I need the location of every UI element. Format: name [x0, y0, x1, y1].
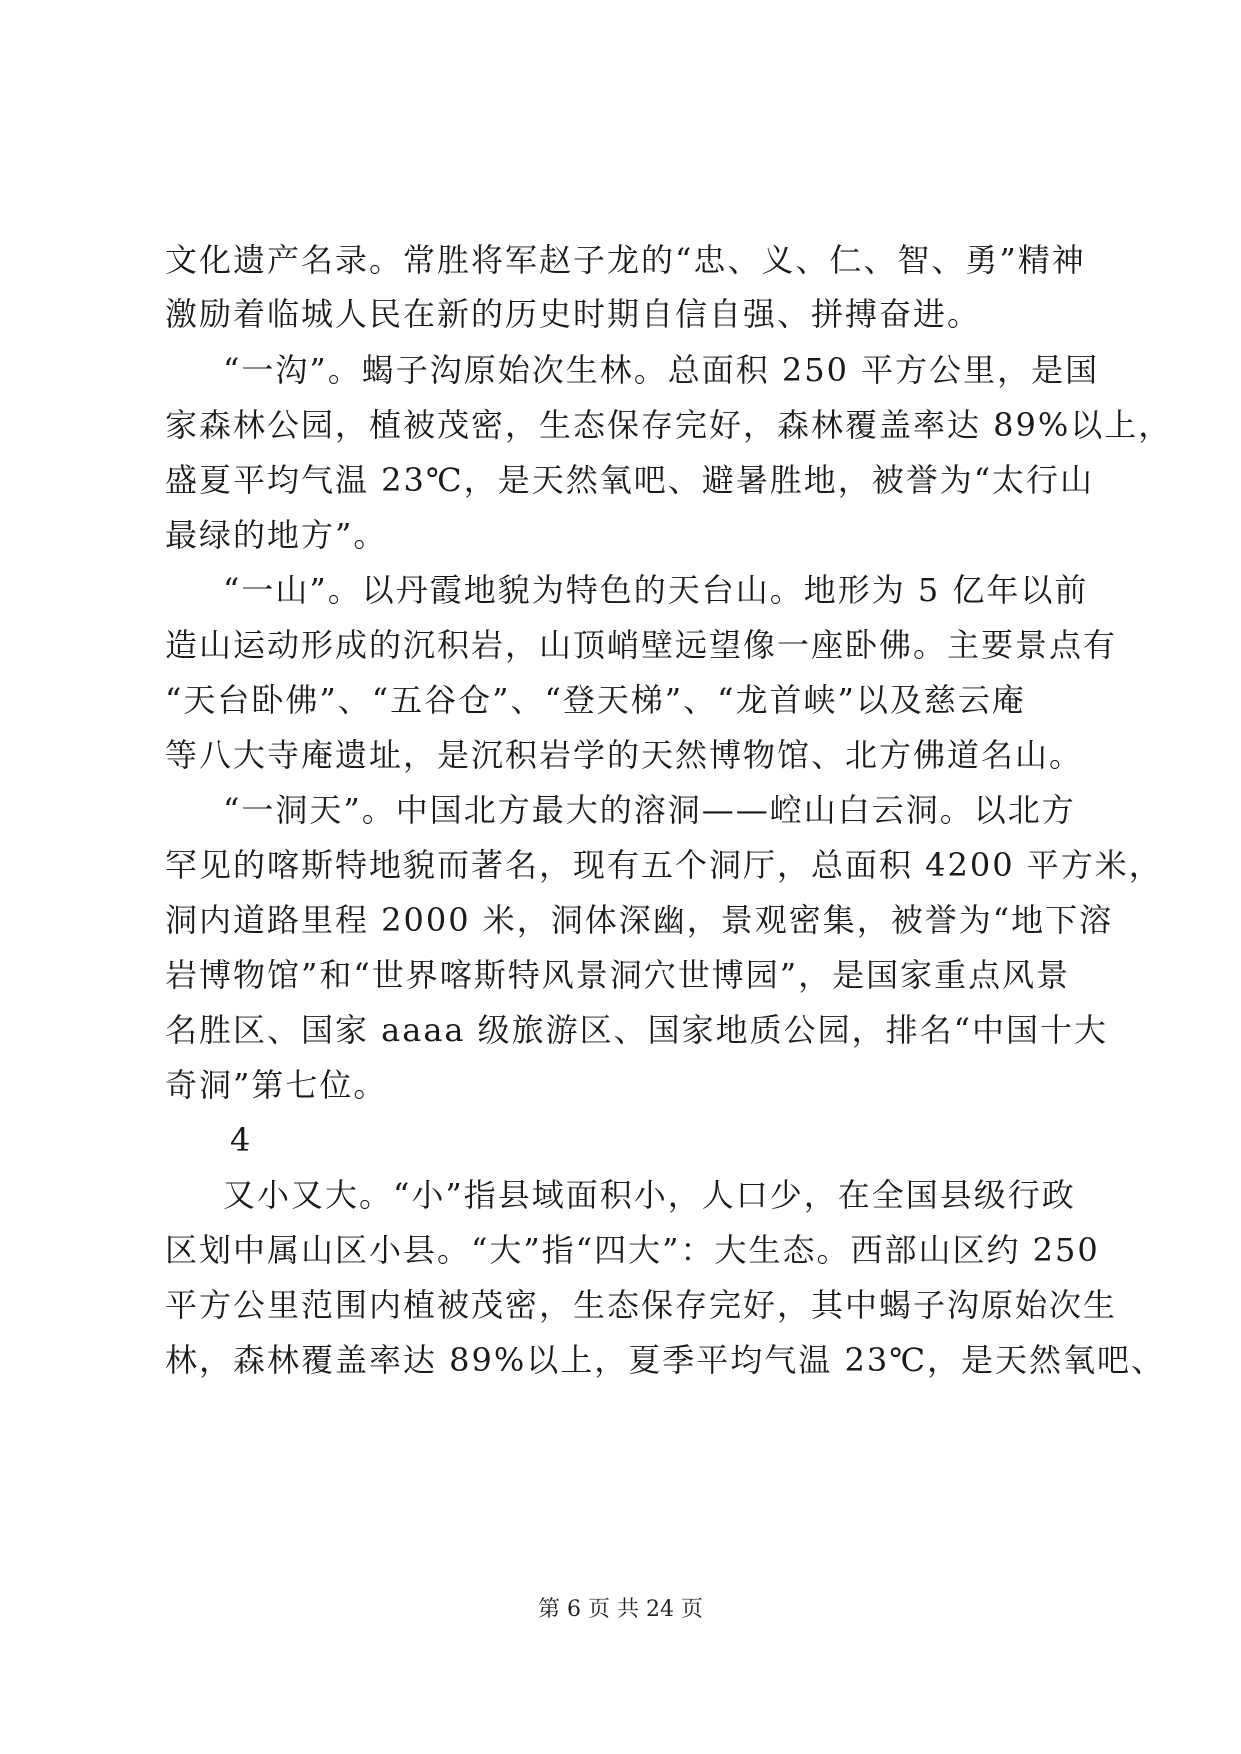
text-line: 等八大寺庵遗址，是沉积岩学的天然博物馆、北方佛道名山。 [165, 736, 1084, 774]
paragraph-start-line: “一沟”。蝎子沟原始次生林。总面积 250 平方公里，是国 [223, 351, 1100, 389]
text-line: 激励着临城人民在新的历史时期自信自强、拼搏奋进。 [165, 295, 982, 333]
page-footer [0, 1595, 1241, 1625]
text-line: 家森林公园，植被茂密，生态保存完好，森林覆盖率达 89%以上， [165, 406, 1173, 444]
text-line: 平方公里范围内植被茂密，生态保存完好，其中蝎子沟原始次生 [165, 1286, 1118, 1324]
text-line: 区划中属山区小县。“大”指“四大”：大生态。西部山区约 250 [165, 1231, 1100, 1269]
text-line: 岩博物馆”和“世界喀斯特风景洞穴世博园”，是国家重点风景 [165, 956, 1071, 994]
text-line: 林，森林覆盖率达 89%以上，夏季平均气温 23℃，是天然氧吧、 [165, 1341, 1165, 1379]
text-line: 罕见的喀斯特地貌而著名，现有五个洞厅，总面积 4200 平方米， [165, 846, 1163, 884]
text-line: 名胜区、国家 aaaa 级旅游区、国家地质公园，排名“中国十大 [165, 1011, 1109, 1049]
text-line: 奇洞”第七位。 [165, 1066, 388, 1104]
paragraph-start-line: 又小又大。“小”指县域面积小，人口少，在全国县级行政 [223, 1176, 1076, 1214]
text-line: 洞内道路里程 2000 米，洞体深幽，景观密集，被誉为“地下溶 [165, 901, 1114, 939]
page-number-label: 第 6 页 共 24 页 [538, 1597, 703, 1622]
paragraph-start-line: “一洞天”。中国北方最大的溶洞——崆山白云洞。以北方 [223, 791, 1076, 829]
text-line: “天台卧佛”、“五谷仓”、“登天梯”、“龙首峡”以及慈云庵 [165, 681, 1026, 719]
text-line: 造山运动形成的沉积岩，山顶峭壁远望像一座卧佛。主要景点有 [165, 626, 1118, 664]
text-line: 盛夏平均气温 23℃，是天然氧吧、避暑胜地，被誉为“太行山 [165, 461, 1095, 499]
text-line: 文化遗产名录。常胜将军赵子龙的“忠、义、仁、智、勇”精神 [165, 241, 1086, 279]
section-number: 4 [230, 1121, 253, 1159]
text-line: 最绿的地方”。 [165, 516, 388, 554]
paragraph-start-line: “一山”。以丹霞地貌为特色的天台山。地形为 5 亿年以前 [223, 571, 1089, 609]
